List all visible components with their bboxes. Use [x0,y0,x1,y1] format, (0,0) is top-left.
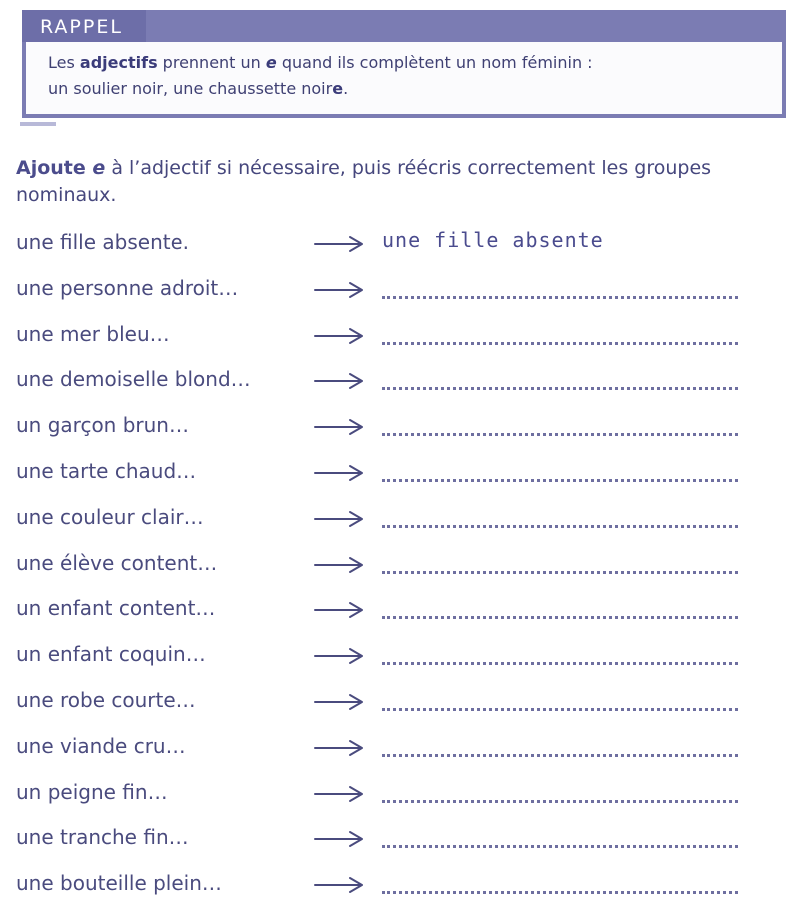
answer-blank-line[interactable] [382,296,738,299]
instruction-letter-e: e [92,157,106,179]
instruction-verb: Ajoute [16,157,93,179]
noun-phrase-prompt [16,734,186,758]
arrow-right-icon [314,646,366,666]
exercise-instruction [16,155,786,209]
rappel-text [48,50,768,102]
arrow-right-icon [314,463,366,483]
exercise-row [16,455,786,501]
answer-blank-line[interactable] [382,479,738,482]
answer-blank-line[interactable] [382,662,738,665]
rappel-title: RAPPEL [40,16,123,38]
prompt-text: une fille absent [16,230,171,254]
arrow-right-icon [314,234,366,254]
noun-phrase-prompt [16,322,170,346]
arrow-right-icon [314,371,366,391]
rappel-text-segment: . [343,79,349,98]
noun-phrase-prompt [16,230,189,254]
arrow-right-icon [314,555,366,575]
prompt-text: une tranche fin… [16,825,189,850]
exercise-row [16,821,786,867]
answer-blank-line[interactable] [382,754,738,757]
answer-blank-line[interactable] [382,342,738,345]
added-letter: e [170,230,183,254]
answer-blank-line[interactable] [382,800,738,803]
answer-blank-line[interactable] [382,845,738,848]
arrow-right-icon [314,280,366,300]
arrow-right-icon [314,326,366,346]
rappel-keyword-adjectifs: adjectifs [79,53,158,72]
prompt-text: un peigne fin… [16,779,168,804]
rappel-box [22,10,786,118]
answer-blank-line[interactable] [382,708,738,711]
noun-phrase-prompt [16,459,196,483]
noun-phrase-prompt [16,825,189,849]
exercise-rows [16,226,786,913]
rappel-text-segment: Les [48,53,80,72]
arrow-right-icon [314,417,366,437]
noun-phrase-prompt [16,780,168,804]
arrow-right-icon [314,784,366,804]
exercise-row [16,318,786,364]
exercise-row [16,730,786,776]
noun-phrase-prompt [16,871,222,895]
decorative-mark [20,122,56,126]
arrow-right-icon [314,509,366,529]
arrow-right-icon [314,692,366,712]
prompt-text: une élève content… [16,550,218,575]
noun-phrase-prompt [16,367,251,391]
noun-phrase-prompt [16,276,238,300]
exercise-row [16,684,786,730]
rappel-line-1 [48,50,768,76]
exercise-row [16,501,786,547]
prompt-text: une demoiselle blond… [16,367,251,392]
prompt-text: un garçon brun… [16,413,189,438]
prompt-text: une tarte chaud… [16,458,197,483]
rappel-letter-e: e [265,53,277,72]
prompt-text: une personne adroit… [16,275,239,300]
answer-blank-line[interactable] [382,433,738,436]
prompt-text: une robe courte… [16,687,196,712]
prompt-text: une viande cru… [16,733,186,758]
prompt-text: une bouteille plein… [16,871,222,896]
prompt-text: un enfant content… [16,596,216,621]
handwritten-answer: une fille absente [382,228,604,252]
noun-phrase-prompt [16,551,217,575]
exercise-row [16,867,786,913]
answer-blank-line[interactable] [382,387,738,390]
noun-phrase-prompt [16,413,189,437]
answer-blank-line[interactable] [382,525,738,528]
answer-blank-line[interactable] [382,891,738,894]
exercise-row [16,547,786,593]
noun-phrase-prompt [16,688,196,712]
arrow-right-icon [314,738,366,758]
answer-blank-line[interactable] [382,571,738,574]
rappel-example: un soulier noir, une chaussette noir [48,79,333,98]
exercise-row [16,226,786,272]
prompt-text: une mer bleu… [16,321,170,346]
arrow-right-icon [314,829,366,849]
rappel-text-segment: prennent un [157,53,266,72]
answer-blank-line[interactable] [382,616,738,619]
exercise-row [16,363,786,409]
rappel-example-e: e [332,79,344,98]
rappel-line-2 [48,76,768,102]
prompt-end: . [182,230,189,254]
noun-phrase-prompt [16,505,204,529]
noun-phrase-prompt [16,596,215,620]
exercise-row [16,776,786,822]
exercise-row [16,272,786,318]
noun-phrase-prompt [16,642,206,666]
arrow-right-icon [314,875,366,895]
arrow-right-icon [314,600,366,620]
instruction-text: à l’adjectif si nécessaire, puis réécris correctement les groupes nominaux. [16,157,712,206]
prompt-text: une couleur clair… [16,504,204,529]
prompt-text: un enfant coquin… [16,642,206,667]
exercise-row [16,409,786,455]
exercise-row [16,638,786,684]
rappel-text-segment: quand ils complètent un nom féminin : [276,53,593,72]
exercise-row [16,592,786,638]
